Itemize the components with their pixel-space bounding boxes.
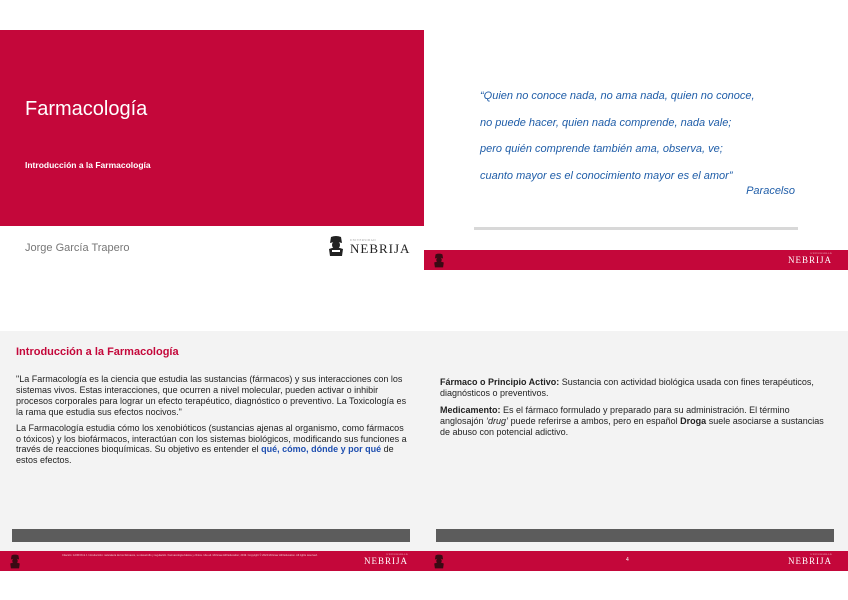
paragraph-definition: "La Farmacología es la ciencia que estudia las sustancias (fármacos) y sus interacciones con los sistemas vivos. Estas interacciones, que ocurren a nivel molecular, pueden activar o inhibir procesos corporales para lograr un efecto terapéutico, diagnóstico o preventivo. La Toxicología es la rama que estudia sus efectos nocivos."	[16, 374, 407, 417]
nebrija-crest-icon	[8, 554, 22, 569]
definition-medicamento	[440, 405, 832, 438]
definition-text: Sustancia con actividad biológica usada con fines terapéuticos, diagnósticos o preventivos.	[440, 377, 814, 398]
content-bar	[12, 529, 410, 542]
footer-logo	[788, 252, 832, 265]
paragraph-scope	[16, 423, 408, 467]
nebrija-crest-icon	[432, 253, 446, 268]
definition-text: puede referirse a ambos, pero en español	[508, 415, 681, 426]
slide-heading: Introducción a la Farmacología	[16, 346, 179, 358]
title-banner	[0, 30, 424, 226]
page-number: 4	[626, 557, 629, 563]
footer-bar	[424, 551, 848, 571]
footer-logo-caption: UNIVERSIDAD	[810, 553, 832, 556]
footer-bar	[424, 250, 848, 270]
term: Fármaco o Principio Activo:	[440, 377, 560, 387]
nebrija-logo	[326, 235, 410, 257]
quote-line: cuanto mayor es el conocimiento mayor es el amor”	[480, 169, 733, 182]
footer-logo-wordmark: NEBRIJA	[363, 556, 408, 566]
quote-line: pero quién comprende también ama, observa, ve;	[480, 143, 723, 155]
term: Droga	[680, 415, 707, 426]
quote-line: no puede hacer, quien nada comprende, nada vale;	[480, 116, 732, 129]
footer-logo-wordmark: NEBRIJA	[787, 556, 832, 566]
nebrija-crest-icon	[326, 235, 346, 257]
slide-definitions	[424, 331, 848, 571]
footer-logo-caption: UNIVERSIDAD	[810, 252, 832, 255]
slide-introduction	[0, 331, 424, 571]
slide-body	[440, 377, 832, 444]
author-name: Jorge García Trapero	[25, 242, 130, 254]
highlight-text: qué, cómo, dónde y por qué	[261, 444, 382, 455]
paragraph-text: La Farmacología estudia cómo los xenobióticos (sustancias ajenas al organismo, como fármacos o tóxicos) y los biofármacos, interactúan con los sistemas biológicos, modificando sus funciones a través de reacciones bioquímicas. Su objetivo es entender el	[16, 422, 407, 455]
slide-quote	[424, 30, 848, 270]
logo-caption: UNIVERSIDAD	[350, 237, 376, 242]
footer-citation: Citación: GOFFIN & J. Introducción: naturaleza de los fármacos, su desarrollo y regulación. Farmacología básica y clínica. 14a ed. McGraw-Hill Education; 2019. Copyright © 2024 McGraw Hill Education. All rights reserved.	[62, 554, 318, 557]
term: Medicamento:	[440, 404, 501, 415]
slide-body	[16, 374, 408, 471]
quote-text	[480, 83, 800, 189]
presentation-title: Farmacología	[25, 98, 148, 120]
quote-line: “Quien no conoce nada, no ama nada, quien no conoce,	[480, 90, 755, 102]
footer-logo	[788, 553, 832, 566]
footer-logo	[364, 553, 408, 566]
paragraph-text: de estos efectos.	[16, 444, 394, 466]
presentation-subtitle: Introducción a la Farmacología	[25, 160, 151, 170]
quote-author: Paracelso	[746, 185, 795, 197]
divider	[474, 227, 798, 230]
footer-logo-caption: UNIVERSIDAD	[386, 553, 408, 556]
footer-logo-wordmark: NEBRIJA	[787, 255, 832, 265]
footer-bar	[0, 551, 424, 571]
definition-text: Es el fármaco formulado y preparado para su administración. El término anglosajón	[440, 404, 790, 426]
content-bar	[436, 529, 834, 542]
logo-wordmark: NEBRIJA	[350, 240, 411, 256]
definition-text: suele asociarse a sustancias de abuso con potencial adictivo.	[440, 415, 824, 437]
nebrija-crest-icon	[432, 554, 446, 569]
slide-title	[0, 30, 424, 270]
definition-farmaco	[440, 377, 832, 399]
italic-term: ‘drug’	[486, 415, 509, 426]
